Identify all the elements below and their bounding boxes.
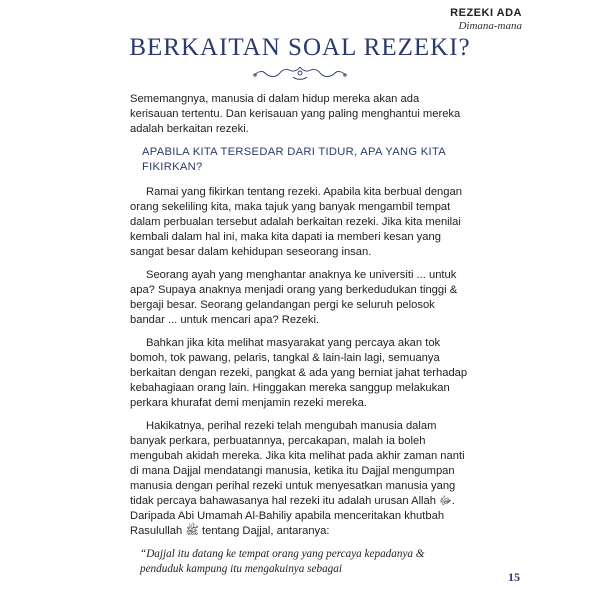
chapter-title: BERKAITAN SOAL REZEKI? <box>129 34 471 61</box>
paragraph: Ramai yang fikirkan tentang rezeki. Apabila kita berbual dengan orang sekeliling kita, maka tajuk yang banyak mengambil tempat dalam perbualan tersebut adalah berkaitan rezeki. Jika kita menilai kembali dalam hal ini, maka kita dapati ia memberi kesan yang sangat besar dalam kehidupan seseorang insan. <box>130 186 462 258</box>
flourish-icon <box>0 62 600 84</box>
running-head <box>450 8 522 32</box>
paragraph: Bahkan jika kita melihat masyarakat yang percaya akan tok bomoh, tok pawang, pelaris, tangkal & lain-lain lagi, semuanya berkaitan dengan rezeki, pangkat & ada yang berniat jahat terhadap kebahagiaan orang lain. Hinggakan mereka sanggup melakukan perkara khurafat demi menjamin rezeki mereka. <box>130 337 468 409</box>
hadith-quote: “Dajjal itu datang ke tempat orang yang percaya kepadanya & penduduk kampung itu mengakuinya sebagai <box>140 548 425 575</box>
paragraph: Seorang ayah yang menghantar anaknya ke universiti ... untuk apa? Supaya anaknya menjadi orang yang berkedudukan tinggi & bergaji besar. Seorang gelandangan pergi ke seluruh pelosok bandar ... untuk mencari apa? Rezeki. <box>130 269 458 326</box>
body-text <box>130 92 470 577</box>
subheading-question: APABILA KITA TERSEDAR DARI TIDUR, APA YANG KITA FIKIRKAN? <box>142 146 446 173</box>
running-head-subtitle: Dimana-mana <box>458 20 522 32</box>
paragraph: Hakikatnya, perihal rezeki telah mengubah manusia dalam banyak perkara, perbuatannya, percakapan, malah ia boleh mengubah akidah mereka. Jika kita melihat pada akhir zaman nanti di mana Dajjal mendatangi manusia, ketika itu Dajjal mengumpan manusia dengan perihal rezeki untuk menyesatkan manusia yang tidak percaya bahawasanya hal rezeki itu adalah urusan Allah ﷻ. Daripada Abi Umamah Al-Bahiliy apabila menceritakan khutbah Rasulullah ﷺ tentang Dajjal, antaranya: <box>130 420 465 537</box>
page-number: 15 <box>508 570 520 584</box>
paragraph-intro: Sememangnya, manusia di dalam hidup mereka akan ada kerisauan tertentu. Dan kerisauan yang paling menghantui mereka adalah berkaitan rezeki. <box>130 93 461 135</box>
running-head-title: REZEKI ADA <box>450 7 522 19</box>
